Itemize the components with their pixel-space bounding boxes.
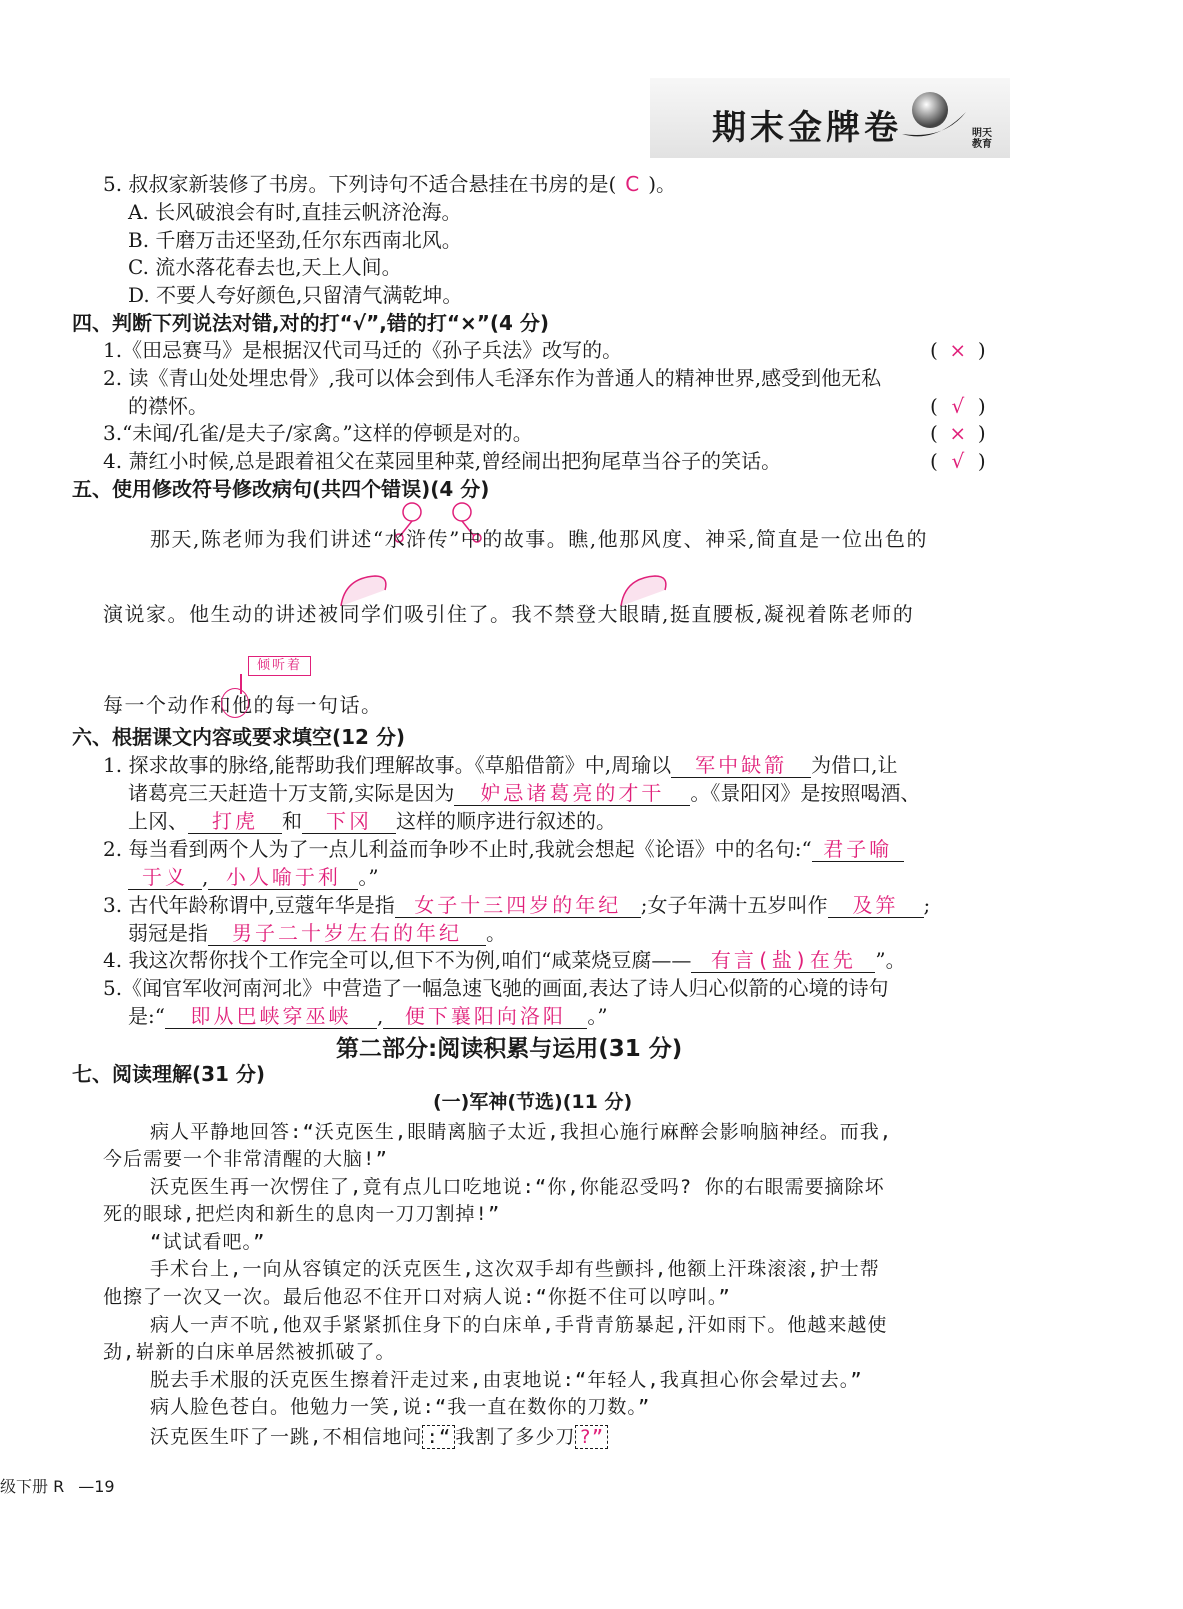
page-number: —19 xyxy=(78,1477,115,1496)
sec4-item-4: 4. 萧红小时候,总是跟着祖父在菜园里种菜,曾经闹出把狗尾草当谷子的笑话。 xyxy=(103,449,782,473)
passage-line-6: 手术台上,一向从容镇定的沃克医生,这次双手却有些颤抖,他额上汗珠滚滚,护士帮 xyxy=(150,1258,880,1280)
sec4-answer-4: ( √ ) xyxy=(930,449,986,473)
passage-line-5: “试试看吧。” xyxy=(150,1231,266,1253)
punct-box-2: ?” xyxy=(575,1425,608,1449)
sec6-q1-line1: 1. 探求故事的脉络,能帮助我们理解故事。《草船借箭》中,周瑜以 军中缺箭 为借口,让 xyxy=(103,753,898,777)
passage-line-9: 劲,崭新的白床单居然被抓破了。 xyxy=(103,1341,396,1363)
q5-option-c: C. 流水落花春去也,天上人间。 xyxy=(128,255,402,279)
sec6-q1-line3: 上冈、 打虎 和 下冈 这样的顺序进行叙述的。 xyxy=(128,809,616,833)
sec6-q3-blank3: 男子二十岁左右的年纪 xyxy=(208,921,486,946)
sec4-answer-2: ( √ ) xyxy=(930,394,986,418)
sec5-line-2: 演说家。他生动的讲述被同学们吸引住了。我不禁登大眼睛,挺直腰板,凝视着陈老师的 xyxy=(103,602,915,626)
correction-insert-text: 倾听着 xyxy=(257,658,303,673)
sec6-q2-blank2: 小人喻于利 xyxy=(208,865,358,890)
logo-text: 明天 教育 xyxy=(972,128,992,150)
punct-box-1: :“ xyxy=(422,1425,455,1449)
sec4-title: 四、判断下列说法对错,对的打“√”,错的打“×”(4 分) xyxy=(72,311,550,335)
sec5-title: 五、使用修改符号修改病句(共四个错误)(4 分) xyxy=(72,477,490,501)
sec7-title: 七、阅读理解(31 分) xyxy=(72,1062,266,1086)
brand-title: 期末金牌卷 xyxy=(712,108,902,148)
sec6-q3-line2: 弱冠是指 男子二十岁左右的年纪 。 xyxy=(128,921,506,945)
passage-line-7: 他擦了一次又一次。最后他忍不住开口对病人说:“你挺不住可以哼叫。” xyxy=(103,1286,731,1308)
sec6-q5-blank1: 即从巴峡穿巫峡 xyxy=(165,1004,377,1029)
correction-insert-box xyxy=(248,656,311,676)
sec6-q2-line1: 2. 每当看到两个人为了一点儿利益而争吵不止时,我就会想起《论语》中的名句:“ 君子喻 xyxy=(103,835,904,863)
part2-title: 第二部分:阅读积累与运用(31 分) xyxy=(336,1036,683,1062)
sec6-q1-blank4: 下冈 xyxy=(302,809,396,834)
sec6-q5-blank2: 便下襄阳向洛阳 xyxy=(383,1004,587,1029)
sec6-q3-line1: 3. 古代年龄称谓中,豆蔻年华是指 女子十三四岁的年纪 ;女子年满十五岁叫作 及笄 ; xyxy=(103,893,931,917)
q5-option-b: B. 千磨万击还坚劲,任尔东西南北风。 xyxy=(128,228,462,252)
sec6-title: 六、根据课文内容或要求填空(12 分) xyxy=(72,725,406,749)
sec6-q4-blank1: 有言(盐)在先 xyxy=(691,948,875,973)
q5-answer: C xyxy=(625,172,640,196)
passage-line-3: 沃克医生再一次愣住了,竟有点儿口吃地说:“你,你能忍受吗? 你的右眼需要摘除坏 xyxy=(150,1176,885,1198)
sec6-q1-blank2: 妒忌诸葛亮的才干 xyxy=(454,781,690,806)
sec6-q2-blank1b: 于义 xyxy=(128,865,202,890)
q5-stem: 5. 叔叔家新装修了书房。下列诗句不适合悬挂在书房的是( C )。 xyxy=(103,172,677,196)
passage-title: (一)军神(节选)(11 分) xyxy=(433,1091,633,1113)
sec4-item-3: 3.“未闻/孔雀/是夫子/家禽。”这样的停顿是对的。 xyxy=(103,421,533,445)
sec6-q4: 4. 我这次帮你找个工作完全可以,但下不为例,咱们“咸菜烧豆腐—— 有言(盐)在先 ”。 xyxy=(103,948,906,972)
logo-globe-icon xyxy=(900,82,970,152)
sec5-line-1: 那天,陈老师为我们讲述“水浒传”中的故事。瞧,他那风度、神采,简直是一位出色的 xyxy=(150,527,929,551)
sec6-q2-line2: 于义 , 小人喻于利 。” xyxy=(128,863,379,891)
sec4-item-2-cont: 的襟怀。 xyxy=(128,394,208,418)
sec6-q5-line2: 是:“ 即从巴峡穿巫峡 , 便下襄阳向洛阳 。” xyxy=(128,1004,608,1028)
sec4-answer-1: ( × ) xyxy=(930,338,986,362)
sec6-q5-line1: 5.《闻官军收河南河北》中营造了一幅急速飞驰的画面,表达了诗人归心似箭的心境的诗句 xyxy=(103,976,889,1000)
footer-label: 级下册 R —19 xyxy=(0,1477,115,1496)
sec6-q3-blank2: 及笄 xyxy=(828,893,924,918)
sec6-q2-blank1a: 君子喻 xyxy=(812,837,904,862)
sec6-q3-blank1: 女子十三四岁的年纪 xyxy=(395,893,641,918)
sec6-q1-line2: 诸葛亮三天赶造十万支箭,实际是因为 妒忌诸葛亮的才干 。《景阳冈》是按照喝酒、 xyxy=(128,781,921,805)
sec6-q1-blank1: 军中缺箭 xyxy=(671,753,811,778)
q5-option-d: D. 不要人夸好颜色,只留清气满乾坤。 xyxy=(128,283,463,307)
correction-delete-circle xyxy=(221,688,249,718)
sec4-item-2: 2. 读《青山处处埋忠骨》,我可以体会到伟人毛泽东作为普通人的精神世界,感受到他无私 xyxy=(103,366,882,390)
passage-line-2: 今后需要一个非常清醒的大脑!” xyxy=(103,1148,388,1170)
passage-line-12: 沃克医生吓了一跳,不相信地问 :“ 我割了多少刀 ?” xyxy=(150,1422,608,1449)
passage-line-11: 病人脸色苍白。他勉力一笑,说:“我一直在数你的刀数。” xyxy=(150,1396,651,1418)
passage-line-8: 病人一声不吭,他双手紧紧抓住身下的白床单,手背青筋暴起,汗如雨下。他越来越使 xyxy=(150,1314,888,1336)
sec6-q1-blank3: 打虎 xyxy=(188,809,282,834)
sec4-answer-3: ( × ) xyxy=(930,421,986,445)
passage-line-4: 死的眼球,把烂肉和新生的息肉一刀刀割掉!” xyxy=(103,1203,501,1225)
passage-line-10: 脱去手术服的沃克医生擦着汗走过来,由衷地说:“年轻人,我真担心你会晕过去。” xyxy=(150,1369,863,1391)
sec5-line-3: 每一个动作和他的每一句话。 xyxy=(103,693,383,717)
passage-line-1: 病人平静地回答:“沃克医生,眼睛离脑子太近,我担心施行麻醉会影响脑神经。而我, xyxy=(150,1121,893,1143)
sec4-item-1: 1.《田忌赛马》是根据汉代司马迁的《孙子兵法》改写的。 xyxy=(103,338,623,362)
q5-option-a: A. 长风破浪会有时,直挂云帆济沧海。 xyxy=(128,200,462,224)
